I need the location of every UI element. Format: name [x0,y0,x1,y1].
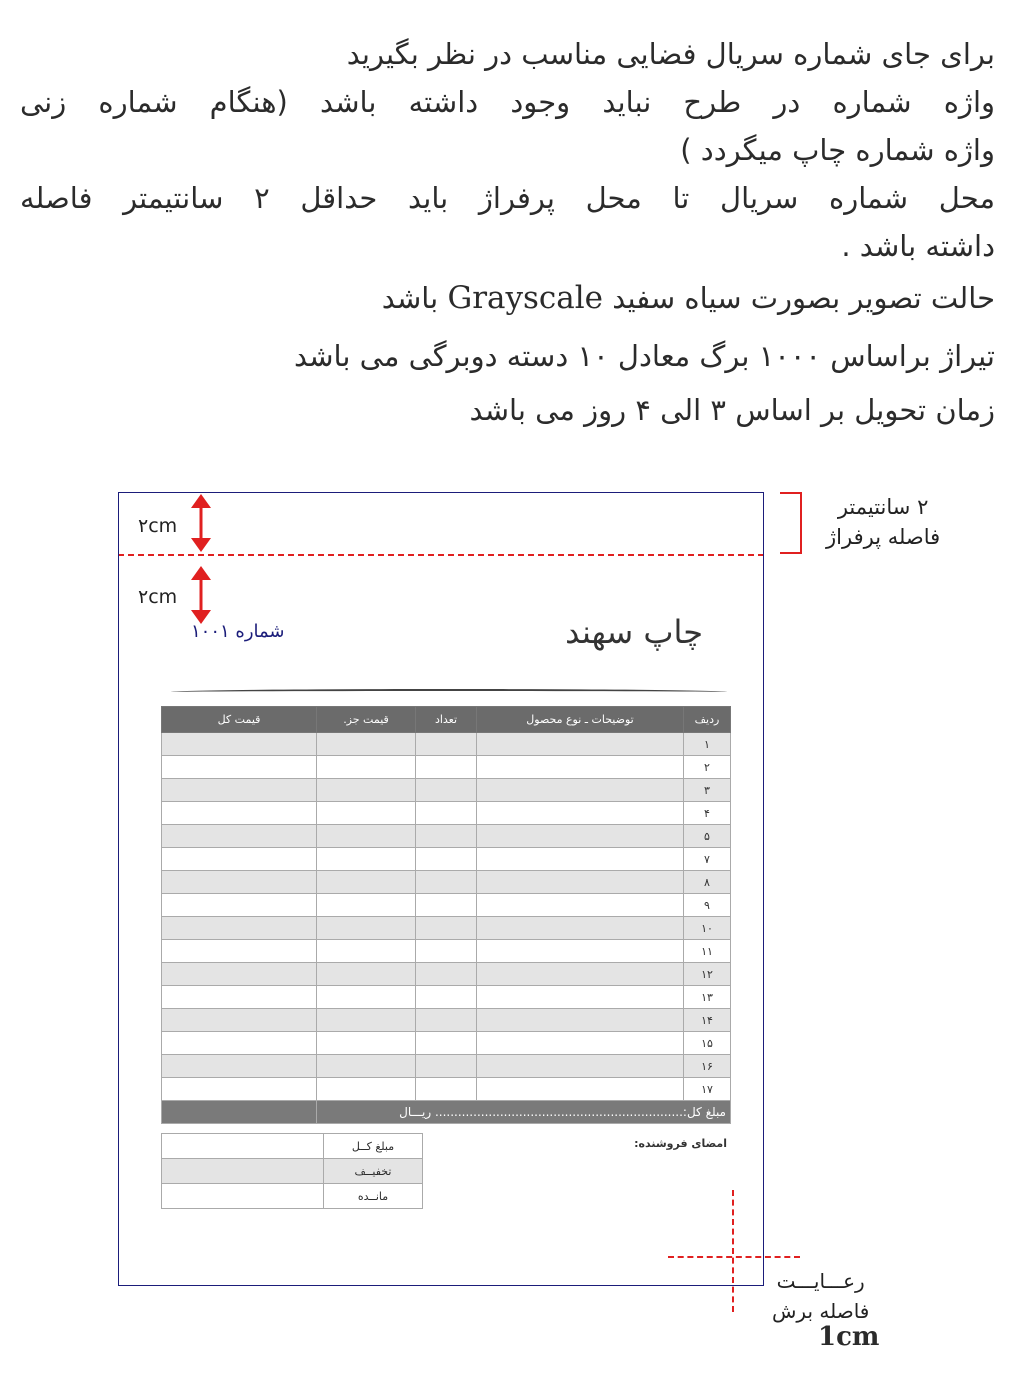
row-index: ۲ [684,756,731,779]
table-row [162,733,731,756]
table-cell [317,917,416,940]
table-cell [317,894,416,917]
table-cell [416,894,477,917]
instruction-line: برای جای شماره سریال فضایی مناسب در نظر بگیرید [346,37,995,71]
instruction-line: تیراژ براساس ۱۰۰۰ برگ معادل ۱۰ دسته دوبرگی می باشد [294,339,995,373]
table-cell [317,756,416,779]
row-index: ۳ [684,779,731,802]
table-cell [317,940,416,963]
table-row [162,825,731,848]
row-index: ۱ [684,733,731,756]
table-cell [416,848,477,871]
row-index: ۱۵ [684,1032,731,1055]
row-index: ۵ [684,825,731,848]
table-cell [162,917,317,940]
invoice-page [118,492,764,1286]
cut-note-line: فاصله برش [772,1299,870,1323]
table-row [162,917,731,940]
table-cell [477,871,684,894]
table-row [162,1078,731,1101]
table-cell [477,1078,684,1101]
table-cell [416,825,477,848]
table-cell [162,756,317,779]
table-cell [317,871,416,894]
table-cell [317,1055,416,1078]
table-row [162,963,731,986]
instruction-line: واژه شماره در طرح نباید وجود داشته باشد (هنگام شماره زنی [20,85,995,119]
table-cell [477,733,684,756]
cm-label-bottom: ۲cm [138,586,178,608]
row-index: ۱۰ [684,917,731,940]
table-row [162,1009,731,1032]
table-cell [477,802,684,825]
cut-note-line: رعـــایـــت [776,1269,865,1293]
summary-label: مانــده [324,1184,423,1209]
table-row [162,1032,731,1055]
table-cell [162,779,317,802]
cut-mark-horizontal [668,1256,800,1258]
summary-table [161,1133,423,1209]
table-cell [162,802,317,825]
color-mode-line [382,278,995,318]
instruction-line: زمان تحویل بر اساس ۳ الی ۴ روز می باشد [469,393,995,427]
row-index: ۱۴ [684,1009,731,1032]
table-cell [416,871,477,894]
table-cell [416,1009,477,1032]
col-total-price: قیمت کل [162,707,317,733]
table-cell [416,802,477,825]
cm-label-top: ۲cm [138,515,178,537]
summary-value [162,1134,324,1159]
table-cell [477,825,684,848]
table-cell [162,963,317,986]
table-cell [477,986,684,1009]
row-index: ۱۷ [684,1078,731,1101]
table-cell [416,940,477,963]
table-cell [317,1078,416,1101]
table-cell [317,848,416,871]
summary-row [162,1134,423,1159]
row-index: ۹ [684,894,731,917]
table-cell [416,779,477,802]
title-underline [171,689,727,695]
table-cell [477,963,684,986]
table-cell [416,986,477,1009]
total-label: مبلغ کل:................................................................. ریـــال [317,1101,731,1124]
invoice-title: چاپ سهند [565,613,703,651]
table-cell [416,756,477,779]
col-description: توضیحات ـ نوع محصول [477,707,684,733]
table-cell [317,802,416,825]
table-cell [416,1032,477,1055]
table-cell [416,963,477,986]
perforation-note-line: ۲ سانتیمتر [837,495,929,519]
table-cell [477,1032,684,1055]
row-index: ۱۲ [684,963,731,986]
instruction-line: محل شماره سریال تا محل پرفراژ باید حداقل ۲ سانتیمتر فاصله [20,181,995,215]
seller-signature: امضای فروشنده: [634,1137,727,1150]
table-cell [162,894,317,917]
table-cell [317,779,416,802]
summary-row [162,1184,423,1209]
table-cell [317,825,416,848]
summary-label: مبلغ کــل [324,1134,423,1159]
table-cell [162,848,317,871]
table-cell [416,733,477,756]
table-cell [162,986,317,1009]
summary-value [162,1159,324,1184]
table-cell [162,940,317,963]
col-unit-price: قیمت جز. [317,707,416,733]
table-cell [317,986,416,1009]
table-row [162,802,731,825]
perforation-note-line: فاصله پرفراژ [826,525,941,549]
table-cell [477,1009,684,1032]
table-cell [317,733,416,756]
row-index: ۴ [684,802,731,825]
row-index: ۸ [684,871,731,894]
table-cell [477,917,684,940]
table-cell [162,733,317,756]
row-index: ۱۳ [684,986,731,1009]
total-value [162,1101,317,1124]
table-cell [162,1055,317,1078]
table-header-row [162,707,731,733]
table-row [162,871,731,894]
table-cell [477,756,684,779]
table-cell [416,917,477,940]
table-cell [317,1009,416,1032]
col-index: ردیف [684,707,731,733]
cut-mark-vertical [732,1190,734,1312]
table-cell [477,779,684,802]
table-cell [162,871,317,894]
invoice-number: شماره ۱۰۰۱ [191,621,285,642]
row-index: ۱۱ [684,940,731,963]
table-row [162,848,731,871]
color-mode-latin: Grayscale [447,280,604,316]
color-mode-before: حالت تصویر بصورت سیاه سفید [603,281,995,315]
instruction-line: واژه شماره چاپ میگردد ) [680,133,995,167]
table-row [162,986,731,1009]
col-quantity: تعداد [416,707,477,733]
table-row [162,756,731,779]
table-cell [162,1009,317,1032]
table-cell [477,848,684,871]
instruction-line: داشته باشد . [841,229,995,263]
table-row [162,894,731,917]
row-index: ۷ [684,848,731,871]
perforation-note [826,492,940,552]
table-cell [317,963,416,986]
perforation-bracket [780,492,802,554]
items-table [161,706,731,1124]
cut-note [772,1266,869,1326]
table-cell [477,1055,684,1078]
table-row [162,779,731,802]
table-cell [162,1078,317,1101]
color-mode-after: باشد [381,281,448,315]
table-cell [416,1055,477,1078]
total-row [162,1101,731,1124]
table-cell [162,1032,317,1055]
table-cell [477,940,684,963]
table-cell [162,825,317,848]
table-row [162,940,731,963]
summary-row [162,1159,423,1184]
table-cell [317,1032,416,1055]
row-index: ۱۶ [684,1055,731,1078]
summary-label: تخفیــف [324,1159,423,1184]
table-cell [477,894,684,917]
summary-value [162,1184,324,1209]
cut-cm-label: 1cm [818,1322,880,1352]
table-row [162,1055,731,1078]
table-cell [416,1078,477,1101]
